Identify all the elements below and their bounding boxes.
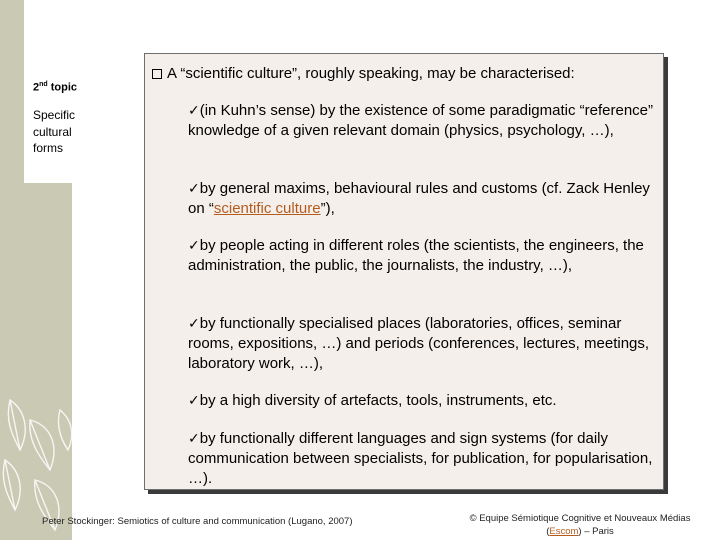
square-bullet-icon	[152, 69, 162, 79]
checkmark-icon: ✓	[188, 181, 200, 197]
list-item-text: by functionally specialised places (laboratories, offices, seminar rooms, expositions, …) and periods (conferences, lectures, meetings, laboratory work, …),	[188, 315, 650, 372]
list-item-text: by functionally different languages and sign systems (for daily communication between specialists, for publication, for popularisation, …).	[188, 430, 653, 487]
checkmark-icon: ✓	[188, 316, 200, 332]
footer-credit: Peter Stockinger: Semiotics of culture and communication (Lugano, 2007)	[42, 516, 353, 527]
topic-label	[33, 81, 77, 94]
section-label-line: forms	[33, 141, 63, 155]
list-item-text: by people acting in different roles (the scientists, the engineers, the administration, the public, the journalists, the industry, …),	[188, 237, 644, 274]
topic-number: 2	[33, 81, 40, 94]
topic-suffix: nd	[39, 81, 48, 88]
list-item	[188, 236, 658, 276]
list-item	[188, 101, 658, 141]
footer-copyright-line2: (Escom) – Paris	[546, 526, 614, 537]
checkmark-icon: ✓	[188, 393, 200, 409]
topic-word: topic	[50, 81, 78, 94]
section-label	[33, 107, 103, 157]
footer-location: – Paris	[581, 526, 614, 537]
checkmark-icon: ✓	[188, 431, 200, 447]
slide-heading	[152, 65, 672, 83]
list-item-text: by general maxims, behavioural rules and customs (cf. Zack Henley on “	[188, 180, 650, 217]
section-label-line: Specific	[33, 108, 76, 122]
footer-copyright	[440, 512, 720, 538]
footer-copyright-line: © Equipe Sémiotique Cognitive et Nouveaux Médias	[469, 513, 691, 524]
checkmark-icon: ✓	[188, 238, 200, 254]
checkmark-icon: ✓	[188, 103, 200, 119]
list-item	[188, 314, 658, 374]
list-item-text: by a high diversity of artefacts, tools, instruments, etc.	[199, 392, 557, 409]
list-item	[188, 391, 658, 411]
list-item	[188, 429, 658, 489]
escom-link[interactable]: Escom	[549, 526, 579, 537]
list-item-text: ”),	[320, 200, 335, 217]
list-item-text: (in Kuhn’s sense) by the existence of some paradigmatic “reference” knowledge of a given relevant domain (physics, psychology, …),	[188, 102, 654, 139]
section-label-line: cultural	[33, 124, 72, 139]
list-item	[188, 179, 658, 219]
scientific-culture-link[interactable]: scientific culture	[213, 200, 321, 217]
slide-heading-text: A “scientific culture”, roughly speaking, may be characterised:	[167, 65, 575, 82]
